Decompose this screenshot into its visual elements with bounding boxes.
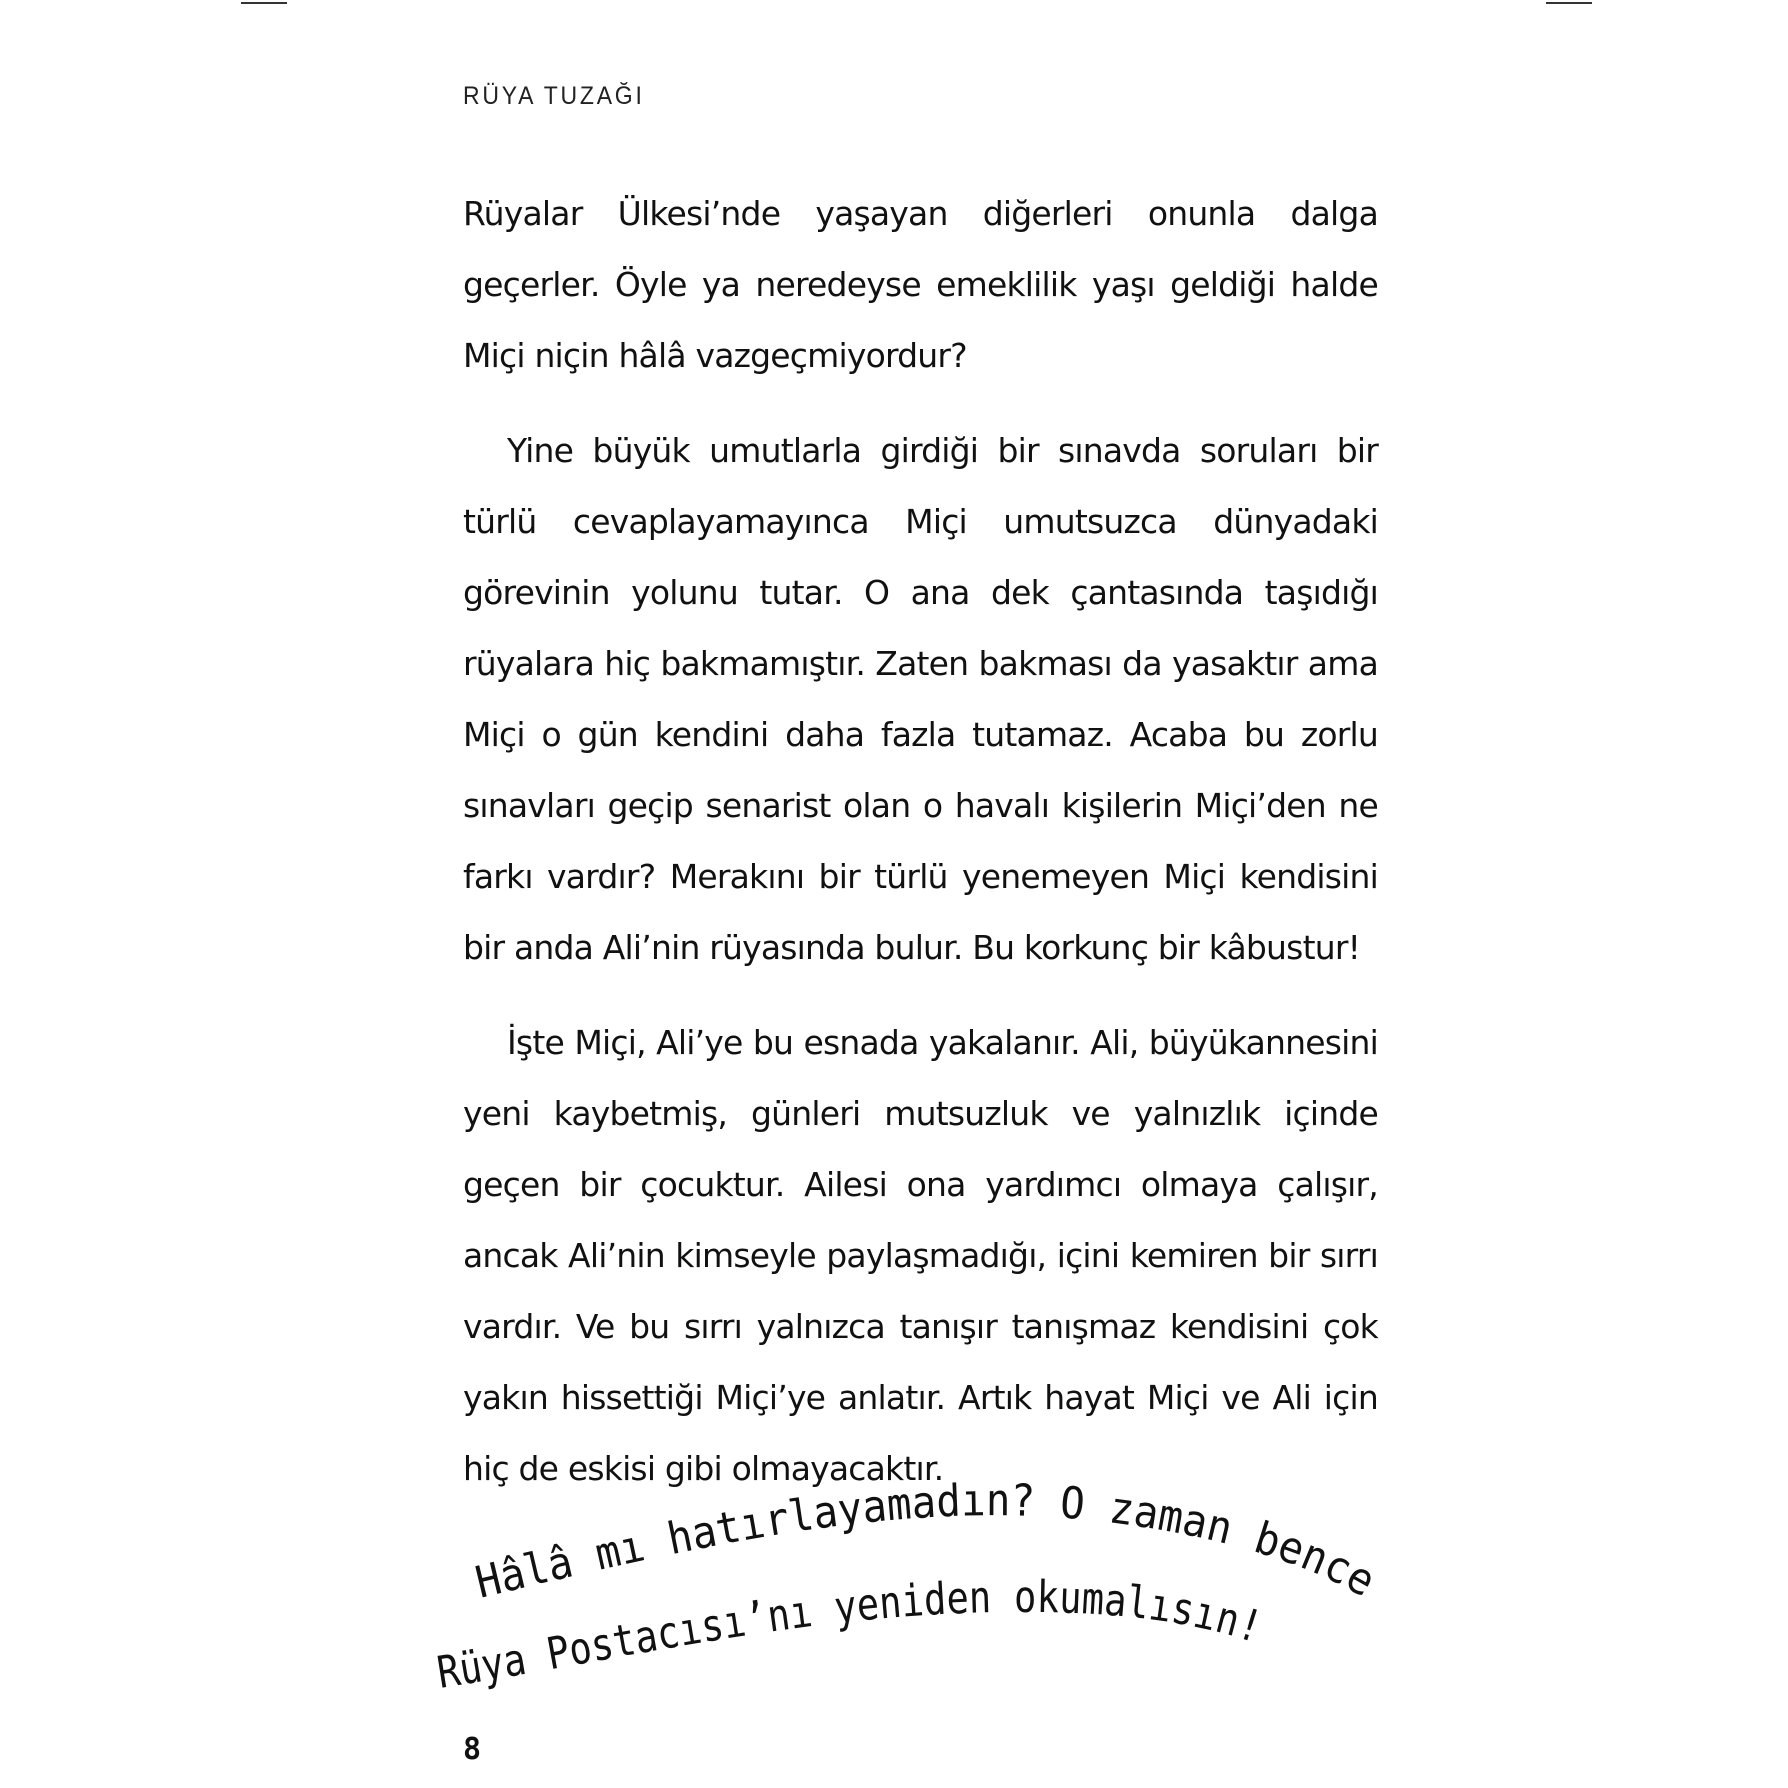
running-head: RÜYA TUZAĞI (463, 82, 645, 110)
paragraph-1: Rüyalar Ülkesi’nde yaşayan diğerleri onunla dalga geçerler. Öyle ya neredeyse emeklilik yaşı geldiği halde Miçi niçin hâlâ vazgeçmiyordur? (463, 194, 1378, 375)
callout-line-2 (433, 1571, 1273, 1699)
callout-line-2-path: Rüya Postacısı’nı yeniden okumalısın! (433, 1571, 1273, 1699)
callout-line-1-path: Hâlâ mı hatırlayamadın? O zaman bence (470, 1475, 1386, 1609)
page-number: 8 (463, 1732, 482, 1767)
paragraph-3: İşte Miçi, Ali’ye bu esnada yakalanır. Ali, büyükannesini yeni kaybetmiş, günleri mutsuzluk ve yalnızlık içinde geçen bir çocuktur. Ailesi ona yardımcı olmaya çalışır, ancak Ali’nin kimseyle paylaşmadığı, içini kemiren bir sırrı vardır. Ve bu sırrı yalnızca tanışır tanışmaz kendisini çok yakın hissettiği Miçi’ye anlatır. Artık hayat Miçi ve Ali için hiç de eskisi gibi olmayacaktır. (463, 1023, 1378, 1488)
paragraph-2: Yine büyük umutlarla girdiği bir sınavda soruları bir türlü cevaplayamayınca Miçi umutsuzca dünyadaki görevinin yolunu tutar. O ana dek çantasında taşıdığı rüyalara hiç bakmamıştır. Zaten bakması da yasaktır ama Miçi o gün kendini daha fazla tutamaz. Acaba bu zorlu sınavları geçip senarist olan o havalı kişilerin Miçi’den ne farkı vardır? Merakını bir türlü yenemeyen Miçi kendisini bir anda Ali’nin rüyasında bulur. Bu korkunç bir kâbustur! (463, 431, 1378, 967)
